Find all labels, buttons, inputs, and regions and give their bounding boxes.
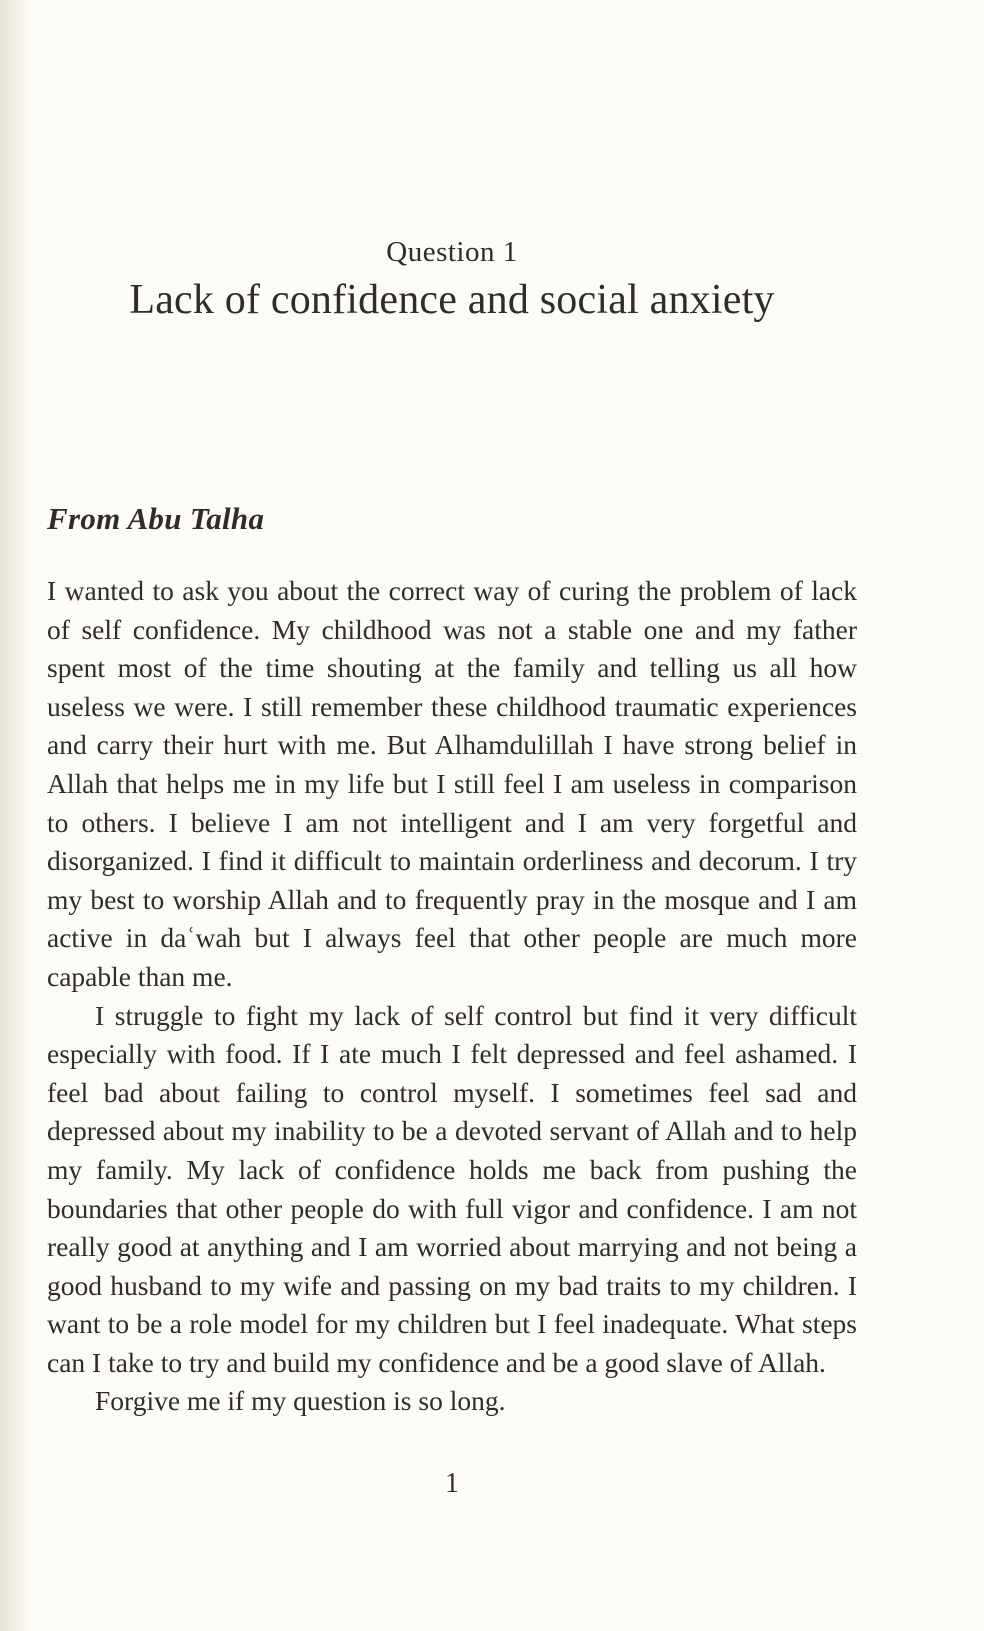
chapter-kicker: Question 1	[386, 236, 518, 268]
body-paragraph: I wanted to ask you about the correct way of curing the problem of lack of self confidence. My childhood was not a stable one and my father spent most of the time shouting at the family and telling us all how useless we were. I still remember these childhood traumatic experiences and carry their hurt with me. But Alhamdulillah I have strong belief in Allah that helps me in my life but I still feel I am useless in comparison to others. I believe I am not intelligent and I am very forgetful and disorganized. I find it difficult to maintain orderliness and decorum. I try my best to worship Allah and to frequently pray in the mosque and I am active in daʿwah but I always feel that other people are much more capable than me.	[47, 575, 857, 992]
body-text-block	[47, 572, 857, 1421]
body-paragraph: Forgive me if my question is so long.	[95, 1385, 506, 1417]
page-left-edge-shading	[0, 0, 30, 1631]
page-number: 1	[445, 1468, 459, 1499]
body-paragraph: I struggle to fight my lack of self control but find it very difficult especially with food. If I ate much I felt depressed and feel ashamed. I feel bad about failing to control myself. I sometimes feel sad and depressed about my inability to be a devoted servant of Allah and to help my family. My lack of confidence holds me back from pushing the boundaries that other people do with full vigor and confidence. I am not really good at anything and I am worried about marrying and not being a good husband to my wife and passing on my bad traits to my children. I want to be a role model for my children but I feel inadequate. What steps can I take to try and build my confidence and be a good slave of Allah.	[47, 999, 857, 1378]
chapter-title: Lack of confidence and social anxiety	[129, 277, 775, 323]
question-author-heading: From Abu Talha	[47, 501, 265, 536]
